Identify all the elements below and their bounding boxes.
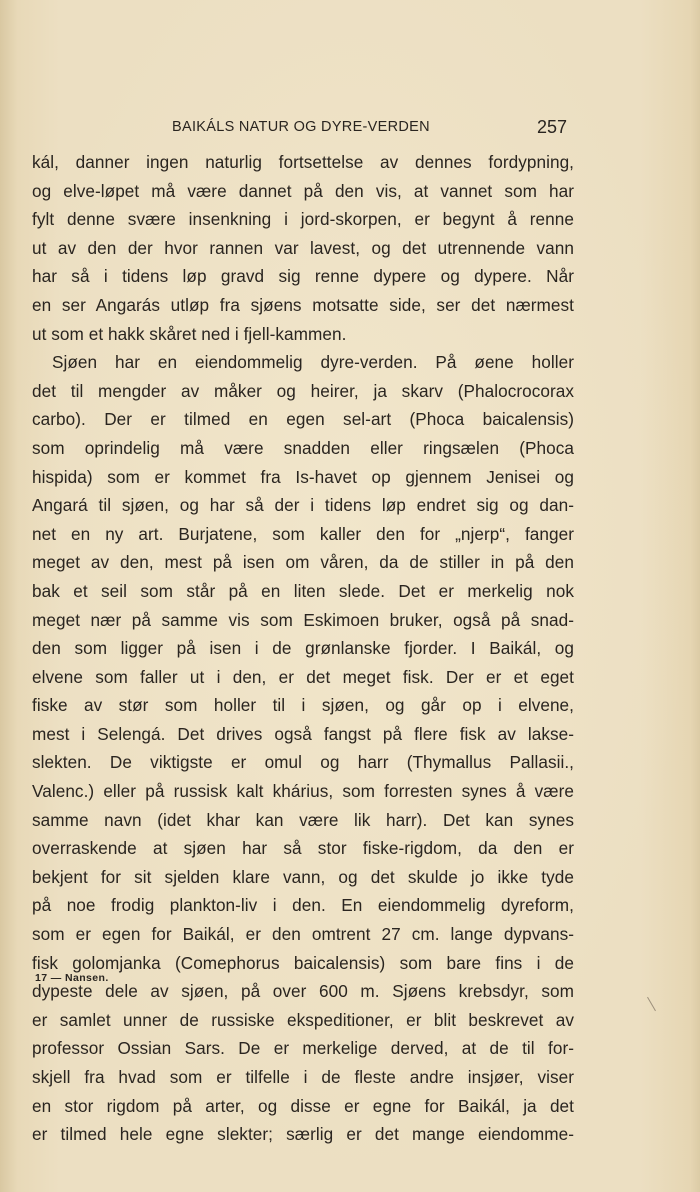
text-line: på noe frodig plankton-liv i den. En eiendommelig dyreform, [32, 895, 574, 916]
text-line: ut som et hakk skåret ned i fjell-kammen. [32, 323, 347, 344]
text-line: fylt denne svære insenkning i jord-skorpen, er begynt å renne [32, 209, 574, 230]
page-header [172, 117, 572, 141]
text-line: Sjøen har en eiendommelig dyre-verden. På øene holler [52, 352, 574, 373]
text-line: Angará til sjøen, og har så der i tidens løp endret sig og dan- [32, 495, 574, 516]
text-line: en ser Angarás utløp fra sjøens motsatte side, ser det nærmest [32, 294, 574, 315]
text-line: hispida) som er kommet fra Is-havet op gjennem Jenisei og [32, 466, 574, 487]
text-line: som er egen for Baikál, er den omtrent 27 cm. lange dypvans- [32, 924, 574, 945]
text-line: meget av den, mest på isen om våren, da de stiller in på den [32, 552, 574, 573]
text-line: er samlet unner de russiske ekspeditioner, er blit beskrevet av [32, 1009, 574, 1030]
text-line: ut av den der hvor rannen var lavest, og det utrennende vann [32, 237, 574, 258]
text-line: kál, danner ingen naturlig fortsettelse av dennes fordypning, [32, 152, 574, 172]
running-head: BAIKÁLS NATUR OG DYRE-VERDEN [172, 119, 430, 135]
text-line: carbo). Der er tilmed en egen sel-art (Phoca baicalensis) [32, 409, 574, 430]
stray-pen-mark [647, 997, 656, 1011]
text-line: net en ny art. Burjatene, som kaller den for „njerp“, fanger [32, 523, 574, 544]
text-line: Valenc.) eller på russisk kalt khárius, som forresten synes å være [32, 781, 574, 802]
text-line: mest i Selengá. Det drives også fangst på flere fisk av lakse- [32, 723, 574, 744]
text-line: skjell fra hvad som er tilfelle i de fleste andre insjøer, viser [32, 1067, 574, 1087]
signature-mark: 17 — Nansen. [35, 972, 109, 984]
text-line: professor Ossian Sars. De er merkelige derved, at de til for- [32, 1038, 574, 1059]
text-line: fisk golomjanka (Comephorus baicalensis) som bare fins i de [32, 952, 574, 973]
text-line: meget nær på samme vis som Eskimoen bruker, også på snad- [32, 609, 574, 630]
text-line: og elve-løpet må være dannet på den vis, at vannet som har [32, 180, 574, 201]
text-line: dypeste dele av sjøen, på over 600 m. Sjøens krebsdyr, som [32, 981, 574, 1002]
text-line: bak et seil som står på en liten slede. Det er merkelig nok [32, 580, 574, 601]
page-number: 257 [537, 117, 568, 137]
text-line: samme navn (idet khar kan være lik harr). Det kan synes [32, 809, 574, 830]
body-text [32, 148, 574, 1149]
text-line: overraskende at sjøen har så stor fiske-rigdom, da den er [32, 838, 574, 859]
text-line: bekjent for sit sjelden klare vann, og det skulde jo ikke tyde [32, 866, 574, 887]
text-line: slekten. De viktigste er omul og harr (Thymallus Pallasii., [32, 752, 574, 773]
text-line: den som ligger på isen i de grønlanske fjorder. I Baikál, og [32, 638, 574, 659]
text-line: det til mengder av måker og heirer, ja skarv (Phalocrocorax [32, 380, 574, 401]
text-line: har så i tidens løp gravd sig renne dypere og dypere. Når [32, 266, 574, 287]
text-line: elvene som faller ut i den, er det meget fisk. Der er et eget [32, 666, 574, 687]
text-line: en stor rigdom på arter, og disse er egne for Baikál, ja det [32, 1095, 574, 1116]
text-line: fiske av stør som holler til i sjøen, og går op i elvene, [32, 695, 574, 716]
text-line: som oprindelig må være snadden eller ringsælen (Phoca [32, 437, 574, 458]
text-line: er tilmed hele egne slekter; særlig er det mange eiendomme- [32, 1124, 574, 1145]
